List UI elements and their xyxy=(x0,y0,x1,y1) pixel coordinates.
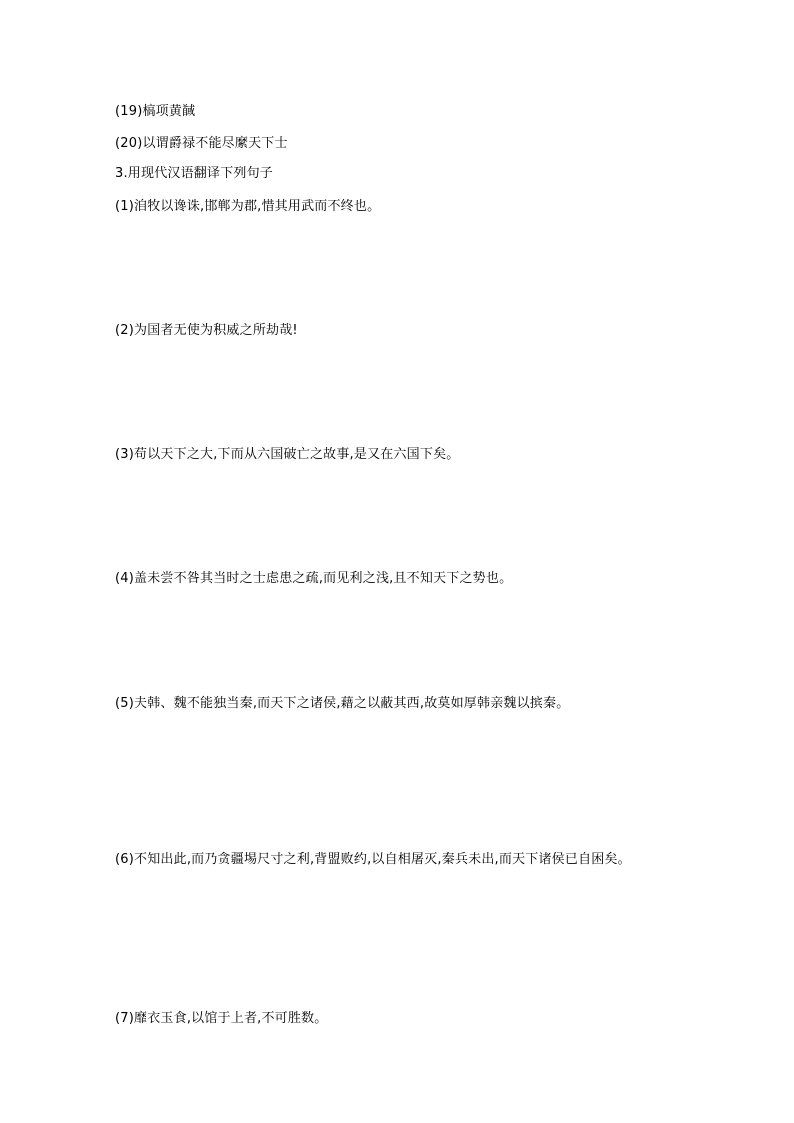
vocab-item-20: (20)以谓爵禄不能尽縻天下士 xyxy=(115,136,288,151)
translation-item-5: (5)夫韩、魏不能独当秦,而天下之诸侯,藉之以蔽其西,故莫如厚韩亲魏以摈秦。 xyxy=(115,696,570,711)
translation-item-4: (4)盖未尝不咎其当时之士虑患之疏,而见利之浅,且不知天下之势也。 xyxy=(115,571,513,586)
translation-item-6: (6)不知出此,而乃贪疆埸尺寸之利,背盟败约,以自相屠灭,秦兵未出,而天下诸侯已自困矣。 xyxy=(115,852,631,867)
translation-item-2: (2)为国者无使为积威之所劫哉! xyxy=(115,323,298,338)
section-heading: 3.用现代汉语翻译下列句子 xyxy=(115,166,274,181)
translation-item-7: (7)靡衣玉食,以馆于上者,不可胜数。 xyxy=(115,1011,328,1026)
vocab-item-19: (19)槁项黄馘 xyxy=(115,104,196,119)
translation-item-3: (3)苟以天下之大,下而从六国破亡之故事,是又在六国下矣。 xyxy=(115,447,460,462)
translation-item-1: (1)洎牧以谗诛,邯郸为郡,惜其用武而不终也。 xyxy=(115,199,381,214)
